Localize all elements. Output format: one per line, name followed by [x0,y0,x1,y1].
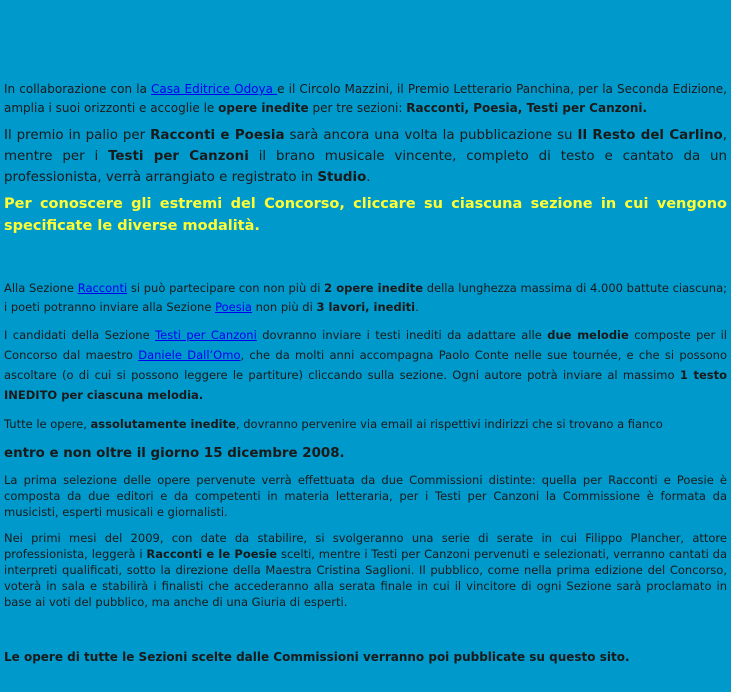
text: per tre sezioni: [308,101,407,115]
premio-paragraph [4,125,727,188]
intro-paragraph [4,80,727,118]
text: Tutte le opere, [4,417,91,431]
bold-text: 3 lavori, inediti [316,300,416,314]
invio-paragraph [4,415,727,434]
bold-text: Racconti e Poesia [150,128,285,143]
serate-paragraph [4,530,727,610]
bold-text: Testi per Canzoni [108,149,249,164]
text: dovranno inviare i testi inediti da adattare alle [256,328,548,342]
text: , mentre per i [4,128,727,164]
text: e il Circolo Mazzini, il Premio Letterario Panchina, per la Seconda Edizione, amplia i suoi orizzonti e accoglie le [4,82,727,115]
text: Il premio in palio per [4,128,151,143]
bold-text: assolutamente inedite [90,417,236,431]
text: scelti, mentre i Testi per Canzoni pervenuti e selezionati, verranno cantati da interpreti qualificati, sotto la direzione della Maestra Cristina Saglioni. Il pubblico, come nella prima edizione del Concorso, voterà in sala e stabilirà i finalisti che accederanno alla serata finale in cui il vincitore di ogni Sezione sarà proclamato in base ai voti del pubblico, ma anche di una Giuria di esperti. [4,547,727,609]
bold-text: Racconti e le Poesie [146,547,278,561]
text: non più di [251,300,317,314]
text: I candidati della Sezione [4,328,156,342]
text: , che da molti anni accompagna Paolo Conte nelle sue tournée, e che si possono ascoltare (o di cui si possono leggere le partiture) cliccando sulla sezione. Ogni autore potrà inviare al massimo [4,348,727,382]
text: della lunghezza massima di 4.000 battute ciascuna; i poeti potranno inviare alla Sezione [4,281,727,314]
text: composte per il Concorso dal maestro [4,328,727,362]
text: si può partecipare con non più di [127,281,325,295]
bold-text: Racconti, Poesia, Testi per Canzoni. [406,101,648,115]
link-racconti[interactable]: Racconti [77,281,128,295]
canzoni-paragraph [4,325,727,405]
footer-paragraph: Le opere di tutte le Sezioni scelte dalle Commissioni verranno poi pubblicate su questo sito. [4,650,630,664]
link-testi-per-canzoni[interactable]: Testi per Canzoni [155,328,257,342]
text: . [366,170,371,185]
sezioni-paragraph [4,279,727,317]
deadline-paragraph: entro e non oltre il giorno 15 dicembre 2008. [4,446,345,461]
link-poesia[interactable]: Poesia [215,300,252,314]
bold-text: 2 opere inedite [324,281,424,295]
text: Alla Sezione [4,281,78,295]
highlight-paragraph: Per conoscere gli estremi del Concorso, cliccare su ciascuna sezione in cui vengono specificate le diverse modalità. [4,196,727,234]
text: . [415,300,419,314]
link-daniele-dallomo[interactable]: Daniele Dall’Omo [138,348,241,362]
text: sarà ancora una volta la pubblicazione su [284,128,578,143]
selezione-paragraph: La prima selezione delle opere pervenute verrà effettuata da due Commissioni distinte: quella per Racconti e Poesie è composta da due editori e da competenti in materia letteraria, per i Testi per Canzoni la Commissione è formata da musicisti, esperti musicali e giornalisti. [4,473,727,519]
bold-text: opere inedite [218,101,309,115]
text: Nei primi mesi del 2009, con date da stabilire, si svolgeranno una serie di serate in cui Filippo Plancher, attore professionista, leggerà i [4,531,727,561]
text: In collaborazione con la [4,82,152,96]
text: il brano musicale vincente, completo di testo e cantato da un professionista, verrà arrangiato e registrato in [4,149,727,185]
bold-text: Studio [317,170,367,185]
bold-text: due melodie [547,328,629,342]
link-casa-editrice-odoya[interactable]: Casa Editrice Odoya [151,82,278,96]
bold-text: 1 testo INEDITO per ciascuna melodia. [4,368,728,402]
text: , dovranno pervenire via email ai rispettivi indirizzi che si trovano a fianco [235,417,663,431]
bold-text: Il Resto del Carlino [577,128,723,143]
